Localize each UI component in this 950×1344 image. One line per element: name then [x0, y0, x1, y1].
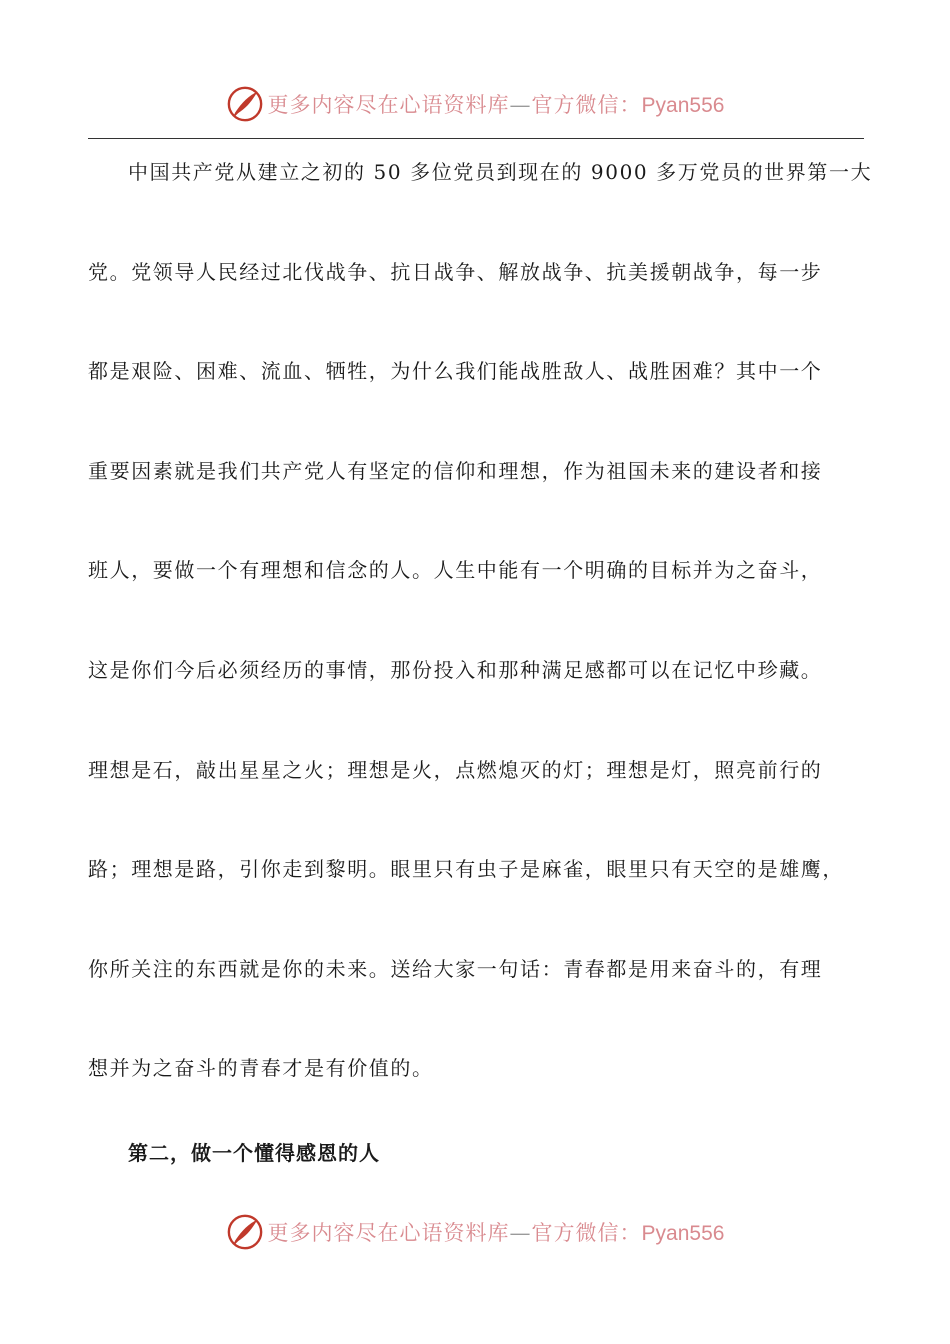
footer-banner	[0, 1212, 950, 1252]
footer-banner-text	[268, 1217, 725, 1247]
quill-logo-icon	[226, 1213, 264, 1251]
body-line: 这是你们今后必须经历的事情，那份投入和那种满足感都可以在记忆中珍藏。	[88, 657, 823, 682]
body-paragraph	[88, 144, 873, 1140]
header-banner-sep: —	[509, 93, 532, 117]
footer-banner-main: 更多内容尽在心语资料库	[267, 1221, 510, 1245]
section-heading: 第二，做一个懂得感恩的人	[128, 1141, 380, 1165]
footer-wechat-label: 官方微信：	[531, 1221, 642, 1245]
header-wechat-id: Pyan556	[641, 94, 725, 117]
body-line: 想并为之奋斗的青春才是有价值的。	[88, 1056, 434, 1081]
quill-logo-icon	[226, 85, 264, 123]
body-line: 重要因素就是我们共产党人有坚定的信仰和理想，作为祖国未来的建设者和接	[88, 458, 823, 483]
header-banner-main: 更多内容尽在心语资料库	[267, 93, 510, 117]
header-rule	[88, 138, 864, 139]
header-banner	[0, 84, 950, 124]
body-line: 中国共产党从建立之初的 50 多位党员到现在的 9000 多万党员的世界第一大	[128, 160, 873, 184]
header-wechat-label: 官方微信：	[531, 93, 642, 117]
footer-banner-sep: —	[509, 1221, 532, 1245]
body-line: 理想是石，敲出星星之火；理想是火，点燃熄灭的灯；理想是灯，照亮前行的	[88, 757, 823, 782]
body-line: 党。党领导人民经过北伐战争、抗日战争、解放战争、抗美援朝战争，每一步	[88, 259, 823, 284]
body-line: 都是艰险、困难、流血、牺牲，为什么我们能战胜敌人、战胜困难？其中一个	[88, 359, 823, 384]
body-line: 路；理想是路，引你走到黎明。眼里只有虫子是麻雀，眼里只有天空的是雄鹰，	[88, 857, 844, 882]
header-banner-text	[268, 89, 725, 119]
body-line: 你所关注的东西就是你的未来。送给大家一句话：青春都是用来奋斗的，有理	[88, 956, 823, 981]
body-line: 班人，要做一个有理想和信念的人。人生中能有一个明确的目标并为之奋斗，	[88, 558, 823, 583]
footer-wechat-id: Pyan556	[641, 1222, 725, 1245]
